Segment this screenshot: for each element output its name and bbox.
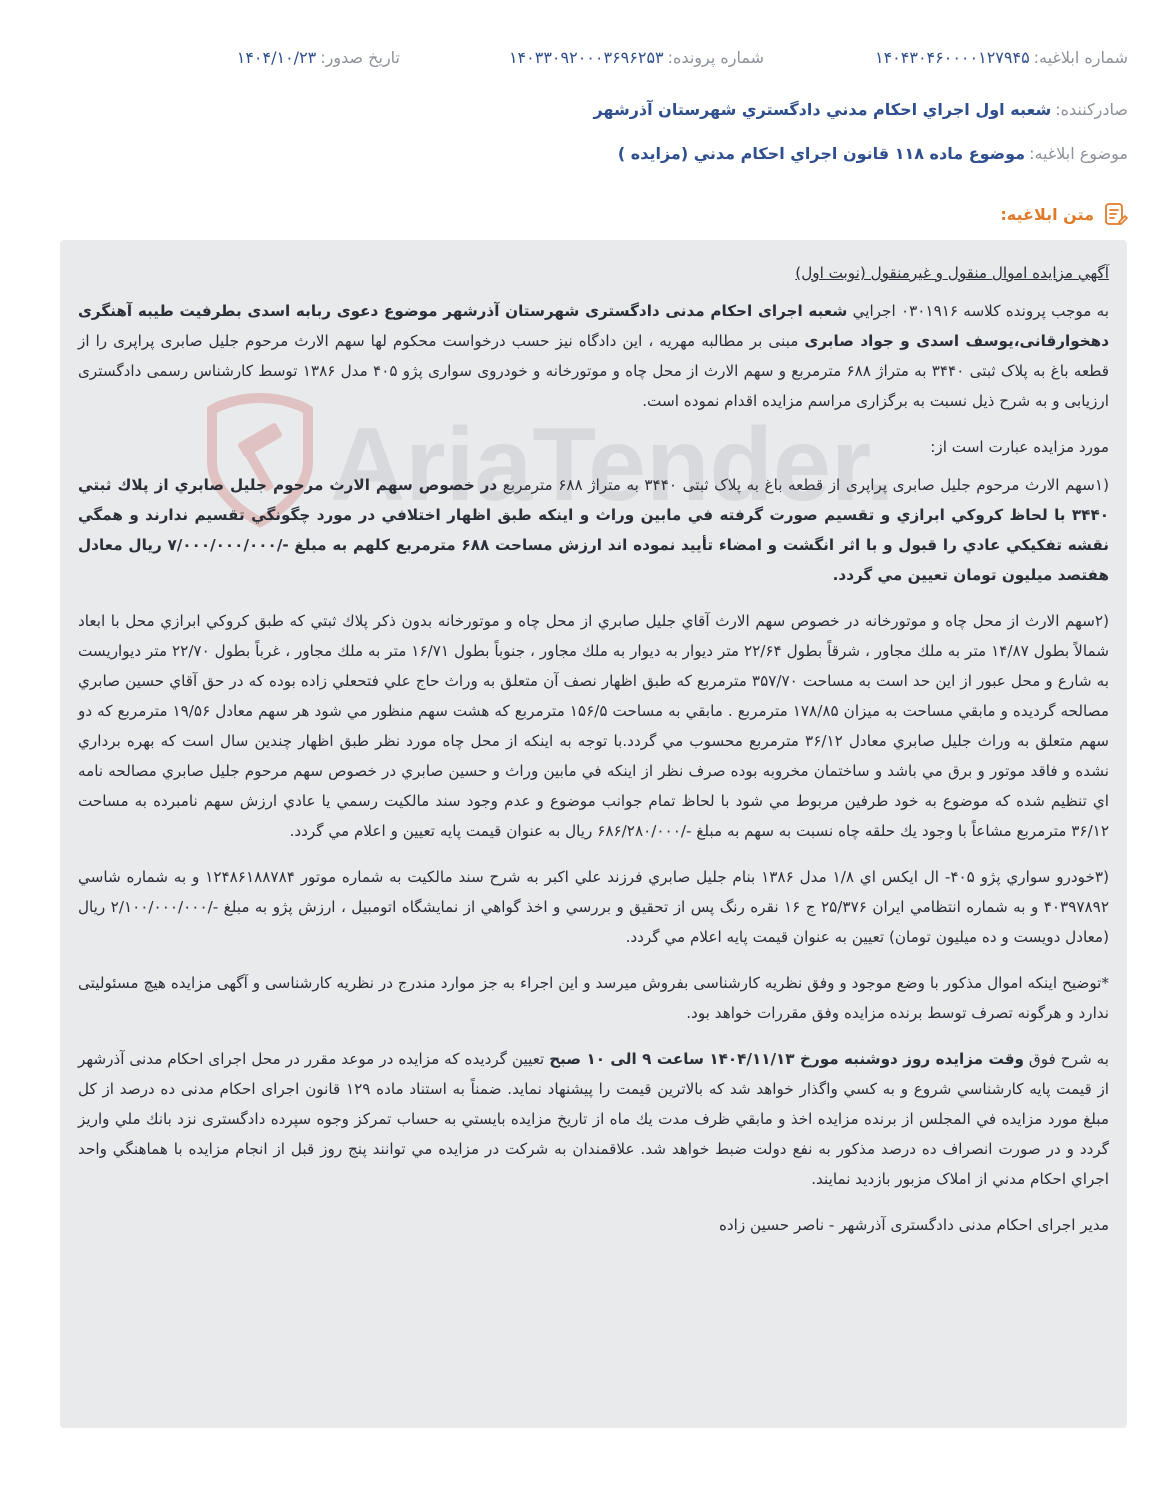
case-number-field <box>509 47 764 69</box>
issue-date-label: تاريخ صدور: <box>320 48 400 67</box>
paragraph-intro: به موجب پرونده کلاسه ۰۳۰۱۹۱۶ اجرايي شعبه اجرای احکام مدنی دادگستری شهرستان آذرشهر موضوع دعوی ربابه اسدی بطرفيت طيبه آهنگری دهخوارقانی،يوسف اسدی و جواد صابری مبنی بر مطالبه مهريه ، اين دادگاه نيز حسب درخواست محکوم لها سهم الارث مرحوم جليل صابری پراپری را از قطعه باغ به پلاک ثبتی ۳۴۴۰ به متراژ ۶۸۸ مترمربع و سهم الارث از محل چاه و موتورخانه و خودروی سواری پژو ۴۰۵ مدل ۱۳۸۶ توسط کارشناس رسمی دادگستری ارزيابی و به شرح ذيل نسبت به برگزاری مراسم مزايده اقدام نموده است. <box>78 302 1110 410</box>
notice-content-box <box>60 240 1127 1428</box>
meta-row-issuer <box>46 99 1128 121</box>
note-document-icon <box>1102 201 1128 227</box>
issue-date-field <box>237 47 400 69</box>
paragraph-disclaimer: *توضيح اينكه اموال مذكور با وضع موجود و وفق نظريه كارشناسی بفروش ميرسد و اين اجراء به جز موارد مندرج در نظريه كارشناسی و آگهی مزايده هيچ مسئوليتی ندارد و هرگونه تصرف توسط برنده مزايده وفق مقررات خواهد بود. <box>78 974 1109 1022</box>
case-number-value: ۱۴۰۳۳۰۹۲۰۰۰۳۶۹۶۲۵۳ <box>508 48 664 67</box>
notice-text-heading <box>1000 201 1128 227</box>
paragraph-item-3: (۳خودرو سواري پژو ۴۰۵- ال ايكس اي ۱/۸ مدل ۱۳۸۶ بنام جليل صابري فرزند علي اكبر به شرح سند مالكيت به شماره موتور ۱۲۴۸۶۱۸۸۷۸۴ و به شماره شاسي ۴۰۳۹۷۸۹۲ و به شماره انتظامي ايران ۲۵/۳۷۶ ج ۱۶ نقره رنگ پس از تحقيق و بررسي و اخذ گواهي از نمايشگاه اتومبيل ، ارزش پژو به مبلغ -/۲/۱۰۰/۰۰۰/۰۰۰ ريال (معادل دويست و ده ميليون تومان) تعيين به عنوان قيمت پايه اعلام مي گردد. <box>78 868 1109 946</box>
notice-number-value: ۱۴۰۴۳۰۴۶۰۰۰۰۱۲۷۹۴۵ <box>874 48 1030 67</box>
notice-text-title: متن ابلاغيه: <box>1000 204 1094 224</box>
case-number-label: شماره پرونده: <box>667 48 764 67</box>
issue-date-value: ۱۴۰۴/۱۰/۲۳ <box>236 48 317 67</box>
notice-number-field <box>875 47 1128 69</box>
paragraph-items-intro: مورد مزايده عبارت است از: <box>930 438 1109 456</box>
notice-body-text <box>78 258 1109 1256</box>
paragraph-auction-time: به شرح فوق وقت مزايده روز دوشنبه مورخ ۱۴۰۴/۱۱/۱۳ ساعت ۹ الی ۱۰ صبح تعيين گرديده که مزايده در موعد مقرر در محل اجرای احکام مدنی آذرشهر از قيمت پايه کارشناسي شروع و به کسي واگذار خواهد شد که بالاترين قيمت را پيشنهاد نمايد. ضمناً به استناد ماده ۱۲۹ قانون اجرای احکام مدنی ده درصد از کل مبلغ مورد مزايده في المجلس از برنده مزايده اخذ و مابقي ظرف مدت يك ماه از تاريخ مزايده بايستي به حساب تمرکز وجوه سپرده دادگستری نزد بانك ملي واريز گردد و در صورت انصراف ده درصد مذکور به نفع دولت ضبط خواهد شد. علاقمندان به شرکت در مزايده مي توانند پنج روز قبل از انجام مزايده با هماهنگي واحد اجراي احکام مدني از املاک مزبور بازديد نمايند. <box>78 1050 1109 1188</box>
paragraph-item-1: (۱سهم الارث مرحوم جليل صابری پراپری از قطعه باغ به پلاک ثبتی ۳۴۴۰ به متراژ ۶۸۸ مترمربع در خصوص سهم الارث مرحوم جليل صابري از پلاك ثبتي ۳۴۴۰ با لحاظ كروكي ابرازي و تقسيم صورت گرفته في مابين وراث و اينكه طبق اظهار اختلافي در مورد چگونگي تقسيم ندارند و همگي نقشه تفكيكي عادي را قبول و با اثر انگشت و امضاء تأييد نموده اند ارزش مساحت ۶۸۸ مترمربع كلهم به مبلغ -/۷/۰۰۰/۰۰۰/۰۰۰ ريال معادل هفتصد ميليون تومان تعيين مي گردد. <box>78 476 1109 584</box>
subject-value: موضوع ماده ۱۱۸ قانون اجراي احکام مدني (مزايده ) <box>617 144 1026 163</box>
notice-number-label: شماره ابلاغيه: <box>1033 48 1128 67</box>
issuer-value: شعبه اول اجراي احکام مدني دادگستري شهرستان آذرشهر <box>593 100 1052 119</box>
auction-title: آگهي مزايده اموال منقول و غيرمنقول (نوبت اول) <box>795 264 1109 282</box>
meta-row-subject <box>46 143 1128 165</box>
watermark-text: AriaTender <box>330 407 866 523</box>
signature: مدير اجرای احکام مدنی دادگستری آذرشهر - ناصر حسين زاده <box>718 1216 1109 1234</box>
issuer-label: صادرکننده: <box>1055 100 1128 119</box>
paragraph-item-2: (۲سهم الارث از محل چاه و موتورخانه در خصوص سهم الارث آقاي جليل صابري از محل چاه و موتورخانه بدون ذكر پلاك ثبتي كه طبق كروكي ابرازي محل با ابعاد شمالاً بطول ۱۴/۸۷ متر به ملك مجاور ، شرقاً بطول ۲۲/۶۴ متر ديوار به ديوار به ملك مجاور ، جنوباً بطول ۱۶/۷۱ متر به ملك مجاور ، غرباً بطول ۲۲/۷۰ متر ديواريست به شارع و محل عبور از اين حد است به مساحت ۳۵۷/۷۰ مترمربع كه طبق اظهار نصف آن متعلق به وراث حاج علي فتحعلي زاده بوده كه در حق آقاي حسين صابري مصالحه گرديده و مابقي مساحت به ميزان ۱۷۸/۸۵ مترمربع . مابقي به مساحت ۱۵۶/۵ مترمربع كه هشت سهم منظور مي شود هر سهم معادل ۱۹/۵۶ مترمربع كه دو سهم متعلق به وراث جليل صابري معادل ۳۶/۱۲ مترمربع محسوب مي گردد.با توجه به اينكه از محل چاه مورد نظر طبق اظهار چندين سال است كه بهره برداري نشده و فاقد موتور و برق مي باشد و ساختمان مخروبه بوده صرف نظر از اينكه في مابين وراث و حسين صابري در خصوص سهم مرحوم جليل صابري مصالحه نامه اي تنظيم شده كه موضوع به خود طرفين مربوط مي شود با لحاظ تمام جوانب موضوع و عدم وجود سند مالكيت رسمي يا عادي ارزش سهم نامبرده به مساحت ۳۶/۱۲ مترمربع مشاعاً با وجود يك حلقه چاه نسبت به سهم به مبلغ -/۶۸۶/۲۸۰/۰۰۰ ريال به عنوان قيمت پايه تعيين و اعلام مي گردد. <box>78 612 1110 840</box>
subject-label: موضوع ابلاغيه: <box>1029 144 1128 163</box>
